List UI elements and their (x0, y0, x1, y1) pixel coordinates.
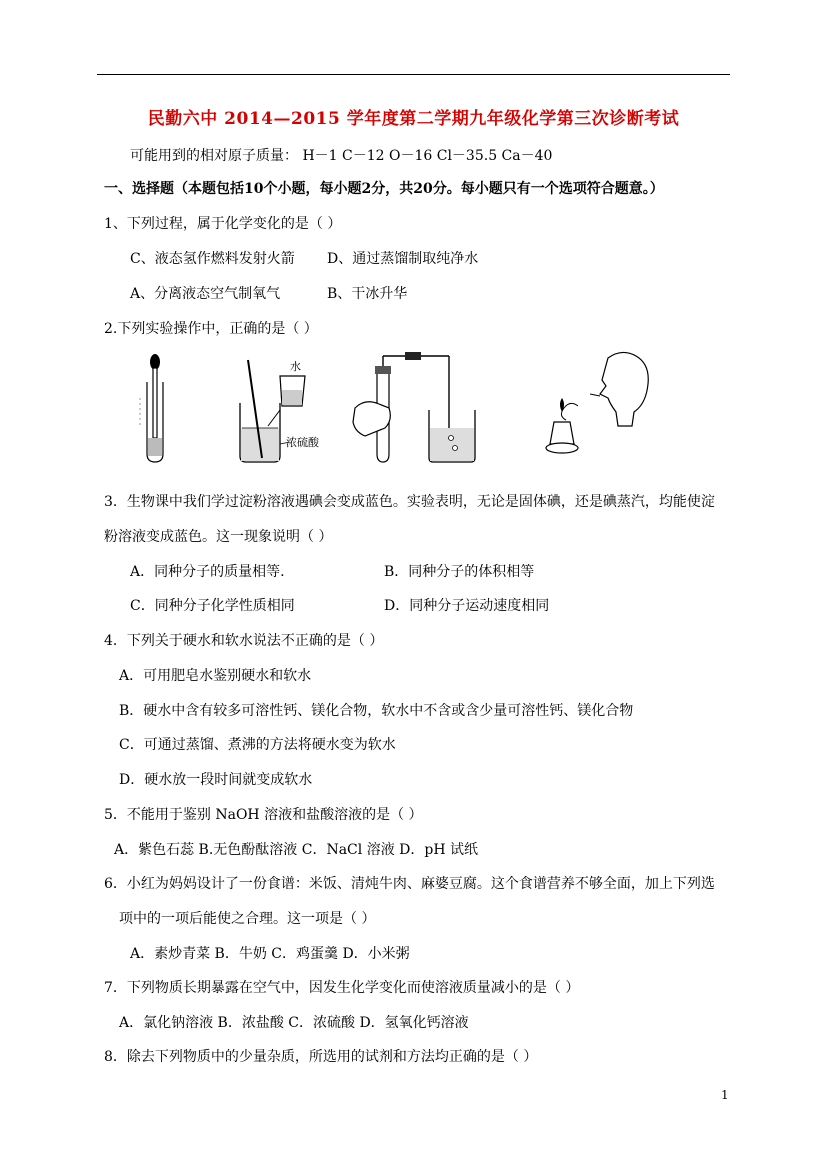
question-6-options: A．素炒青菜 B．牛奶 C．鸡蛋羹 D．小米粥 (130, 946, 410, 962)
question-4-option-d: D．硬水放一段时间就变成软水 (119, 772, 313, 788)
question-7-options: A．氯化钠溶液 B．浓盐酸 C．浓硫酸 D．氢氧化钙溶液 (119, 1015, 469, 1031)
question-8-stem: 8．除去下列物质中的少量杂质，所选用的试剂和方法均正确的是（ ） (104, 1049, 538, 1065)
acid-dilution-figure (220, 348, 340, 466)
water-label: 水 (290, 360, 301, 373)
question-3-option-a: A．同种分子的质量相等. (130, 564, 285, 580)
question-5-options: A．紫色石蕊 B.无色酚酞溶液 C．NaCl 溶液 D．pH 试纸 (114, 842, 478, 858)
question-1-option-d: D、通过蒸馏制取纯净水 (327, 251, 479, 267)
question-2-stem: 2.下列实验操作中，正确的是（ ） (104, 321, 318, 337)
question-6-stem-line-2: 项中的一项后能使之合理。这一项是（ ） (119, 911, 376, 927)
question-6-stem-line-1: 6．小红为妈妈设计了一份食谱：米饭、清炖牛肉、麻婆豆腐。这个食谱营养不够全面，加上下列选 (104, 876, 715, 892)
question-4-option-a: A．可用肥皂水鉴别硬水和软水 (119, 668, 312, 684)
question-4-option-c: C．可通过蒸馏、煮沸的方法将硬水变为软水 (119, 737, 396, 753)
question-3-option-d: D．同种分子运动速度相同 (384, 598, 550, 614)
page-title: 民勤六中 2014—2015 学年度第二学期九年级化学第三次诊断考试 (147, 109, 680, 129)
top-rule (97, 74, 730, 75)
page-number: 1 (721, 1088, 729, 1102)
question-1-option-c: C、液态氢作燃料发射火箭 (130, 251, 295, 267)
smelling-gas-figure (530, 348, 660, 466)
airtightness-check-figure (345, 348, 485, 466)
question-2-figures (120, 348, 660, 468)
question-3-option-b: B．同种分子的体积相等 (384, 564, 535, 580)
question-3-stem-line-1: 3．生物课中我们学过淀粉溶液遇碘会变成蓝色。实验表明，无论是固体碘，还是碘蒸汽，均能使淀 (104, 494, 715, 510)
question-4-stem: 4．下列关于硬水和软水说法不正确的是（ ） (104, 633, 384, 649)
question-5-stem: 5．不能用于鉴别 NaOH 溶液和盐酸溶液的是（ ） (104, 807, 423, 823)
sulfuric-acid-label: 浓硫酸 (286, 436, 319, 449)
question-1-option-a: A、分离液态空气制氧气 (130, 286, 281, 302)
section-heading: 一、选择题（本题包括10个小题，每小题2分，共20分。每小题只有一个选项符合题意。） (104, 181, 664, 197)
question-3-stem-line-2: 粉溶液变成蓝色。这一现象说明（ ） (104, 529, 333, 545)
question-3-option-c: C．同种分子化学性质相同 (130, 598, 295, 614)
dropper-test-tube-figure (120, 348, 190, 466)
question-1-stem: 1、下列过程，属于化学变化的是（ ） (104, 216, 342, 232)
question-7-stem: 7．下列物质长期暴露在空气中，因发生化学变化而使溶液质量减小的是（ ） (104, 980, 580, 996)
question-1-option-b: B、干冰升华 (327, 286, 408, 302)
question-4-option-b: B．硬水中含有较多可溶性钙、镁化合物，软水中不含或含少量可溶性钙、镁化合物 (119, 703, 634, 719)
atomic-masses-note: 可能用到的相对原子质量： H－1 C－12 O－16 Cl－35.5 Ca－40 (130, 148, 553, 164)
